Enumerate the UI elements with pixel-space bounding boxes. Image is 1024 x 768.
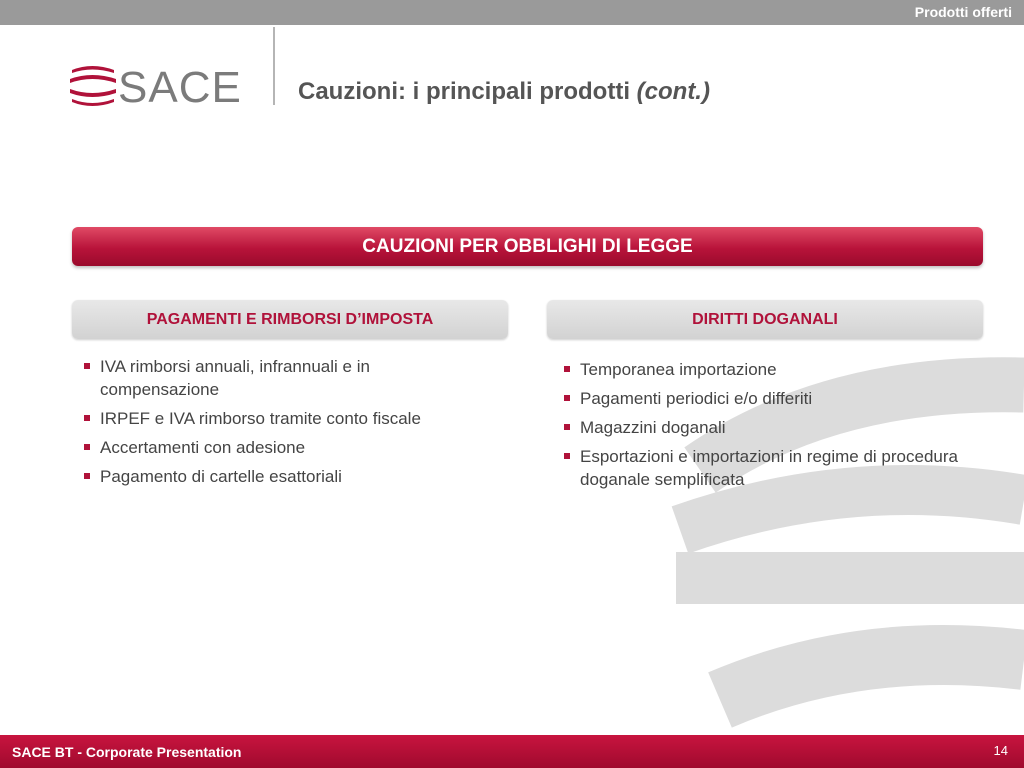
column-header-left [72, 300, 508, 339]
list-item [82, 436, 492, 459]
bullet-square-icon [564, 366, 570, 372]
column-header-right [547, 300, 983, 339]
list-item [562, 358, 962, 381]
list-item [82, 465, 492, 488]
bullet-square-icon [84, 363, 90, 369]
page-title-main: Cauzioni: i principali prodotti [298, 78, 630, 105]
bullet-square-icon [564, 395, 570, 401]
page-title-suffix: (cont.) [636, 78, 710, 105]
main-banner [72, 227, 983, 266]
footer-bar [0, 735, 1024, 768]
main-banner-label: CAUZIONI PER OBBLIGHI DI LEGGE [362, 235, 693, 257]
page-number: 14 [993, 743, 1008, 758]
section-label: Prodotti offerti [914, 4, 1012, 20]
bullet-square-icon [564, 453, 570, 459]
column-header-left-label: PAGAMENTI E RIMBORSI D’IMPOSTA [146, 310, 434, 328]
header-divider [273, 27, 275, 105]
page-title [298, 78, 710, 106]
column-header-right-label: DIRITTI DOGANALI [692, 310, 838, 328]
decor-band [676, 552, 1024, 604]
bullet-square-icon [84, 473, 90, 479]
list-item-text: IRPEF e IVA rimborso tramite conto fiscale [100, 409, 421, 428]
list-item-text: IVA rimborsi annuali, infrannuali e in compensazione [100, 357, 370, 399]
list-item [562, 416, 962, 439]
decor-arc-bottom [720, 655, 1024, 700]
list-item [82, 407, 492, 430]
bullet-square-icon [564, 424, 570, 430]
list-item [82, 355, 492, 401]
list-item-text: Accertamenti con adesione [100, 438, 306, 457]
list-item [562, 445, 962, 491]
list-item-text: Pagamento di cartelle esattoriali [100, 467, 342, 486]
top-bar [0, 0, 1024, 25]
bullet-list-right [562, 358, 962, 497]
bullet-square-icon [84, 444, 90, 450]
list-item-text: Pagamenti periodici e/o differiti [580, 389, 813, 408]
list-item [562, 387, 962, 410]
logo-wordmark: SACE [118, 63, 242, 112]
bullet-square-icon [84, 415, 90, 421]
list-item-text: Magazzini doganali [580, 418, 726, 437]
footer-label: SACE BT - Corporate Presentation [12, 744, 242, 760]
bullet-list-left [82, 355, 492, 494]
list-item-text: Esportazioni e importazioni in regime di procedura doganale semplificata [580, 447, 958, 489]
list-item-text: Temporanea importazione [580, 360, 777, 379]
